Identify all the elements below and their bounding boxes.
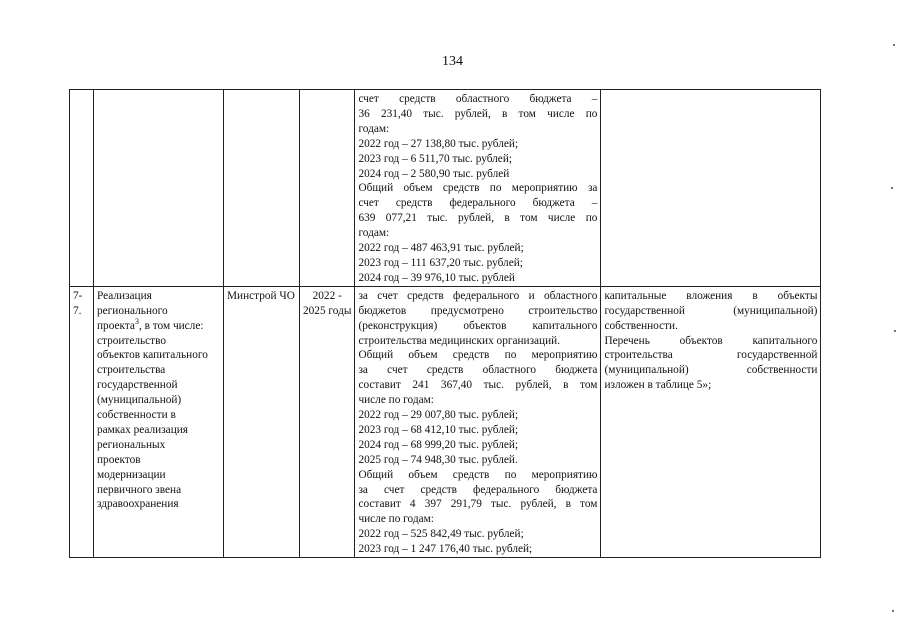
text-line: счет средств федерального бюджета – [358, 197, 598, 210]
text-line: числе по годам: [358, 513, 434, 526]
name-text: здравоохранения [97, 498, 179, 511]
name-line [97, 423, 220, 438]
cell-responsible [224, 90, 300, 287]
text-line: Перечень объектов капитального [604, 334, 818, 347]
text-line: за счет средств областного бюджета [358, 364, 598, 377]
cell-name [94, 286, 224, 557]
name-suffix: , в том числе: [138, 319, 204, 332]
text-line: годам: [358, 227, 390, 240]
text-line: 2024 год – 39 976,10 тыс. рублей [358, 271, 515, 284]
text-line: капитальные вложения в объекты [604, 289, 818, 302]
text-line: 2022 год – 29 007,80 тыс. рублей; [358, 409, 519, 422]
text-line: 2022 год – 525 842,49 тыс. рублей; [358, 528, 524, 541]
text-line: составит 241 367,40 тыс. рублей, в том [358, 379, 598, 392]
text-line: 2022 год – 487 463,91 тыс. рублей; [358, 242, 524, 255]
text-line: государственной (муниципальной) [604, 304, 818, 317]
cell-responsible: Минстрой ЧО [224, 286, 300, 557]
text-line: 2025 год – 74 948,30 тыс. рублей. [358, 453, 518, 466]
text-line: 2022 год – 27 138,80 тыс. рублей; [358, 137, 519, 150]
name-line [97, 378, 220, 393]
table-row [70, 90, 821, 287]
name-text: проекта [97, 319, 135, 332]
text-line: за счет средств федерального и областного [358, 289, 598, 302]
name-line [97, 393, 220, 408]
measures-table [69, 89, 821, 558]
text-line: 36 231,40 тыс. рублей, в том числе по [358, 107, 598, 120]
cell-result [601, 286, 821, 557]
scan-speck [894, 330, 896, 332]
name-line [97, 453, 220, 468]
text-line: составит 4 397 291,79 тыс. рублей, в том [358, 498, 598, 511]
name-text: Реализация [97, 289, 152, 302]
cell-result [601, 90, 821, 287]
text-line: 2024 год – 68 999,20 тыс. рублей; [358, 438, 519, 451]
name-text: строительства [97, 364, 166, 377]
name-line [97, 289, 220, 304]
text-line: Общий объем средств по мероприятию [358, 349, 598, 362]
name-line [97, 363, 220, 378]
name-text: государственной [97, 379, 178, 392]
text-line: (реконструкция) объектов капитального [358, 319, 598, 332]
name-line [97, 438, 220, 453]
name-text: модернизации [97, 468, 166, 481]
footnote-marker: 3 [134, 316, 139, 326]
name-text: строительство [97, 334, 167, 347]
scan-speck [893, 44, 895, 46]
name-line [97, 304, 220, 319]
name-text: рамках реализация [97, 423, 188, 436]
table-row [70, 286, 821, 557]
text-line: строительства государственной [604, 349, 818, 362]
text-line: изложен в таблице 5»; [604, 379, 712, 392]
name-text: проектов [97, 453, 141, 466]
name-text: региональных [97, 438, 166, 451]
scan-speck [892, 610, 894, 612]
text-line: счет средств областного бюджета – [358, 93, 598, 105]
name-text: собственности в [97, 409, 176, 422]
text-line: (муниципальной) собственности [604, 364, 818, 377]
name-line [97, 408, 220, 423]
period-start: 2022 - [312, 289, 342, 302]
text-line: 2024 год – 2 580,90 тыс. рублей [358, 167, 510, 180]
cell-funding [355, 90, 601, 287]
name-line [97, 316, 220, 334]
text-line: бюджетов предусмотрено строительство [358, 304, 598, 317]
name-text: регионального [97, 304, 168, 317]
cell-number: 7-7. [70, 286, 94, 557]
name-line [97, 348, 220, 363]
name-line [97, 483, 220, 498]
name-text: объектов капитального [97, 349, 208, 362]
name-line [97, 497, 220, 512]
period-end: 2025 годы [303, 304, 352, 317]
text-line: собственности. [604, 319, 678, 332]
cell-period [300, 286, 355, 557]
text-line: 2023 год – 68 412,10 тыс. рублей; [358, 423, 519, 436]
text-line: 639 077,21 тыс. рублей, в том числе по [358, 212, 598, 225]
text-line: за счет средств федерального бюджета [358, 483, 598, 496]
text-line: числе по годам: [358, 394, 434, 407]
scan-speck [891, 187, 893, 189]
text-line: 2023 год – 111 637,20 тыс. рублей; [358, 256, 523, 269]
text-line: 2023 год – 1 247 176,40 тыс. рублей; [358, 543, 533, 556]
text-line: Общий объем средств по мероприятию за [358, 182, 598, 195]
cell-number [70, 90, 94, 287]
cell-name [94, 90, 224, 287]
name-text: (муниципальной) [97, 394, 182, 407]
text-line: годам: [358, 122, 390, 135]
text-line: 2023 год – 6 511,70 тыс. рублей; [358, 152, 513, 165]
page-number: 134 [442, 54, 463, 69]
cell-funding [355, 286, 601, 557]
text-line: строительства медицинских организаций. [358, 334, 561, 347]
text-line: Общий объем средств по мероприятию [358, 468, 598, 481]
name-line [97, 468, 220, 483]
cell-period [300, 90, 355, 287]
name-text: первичного звена [97, 483, 182, 496]
name-line [97, 334, 220, 349]
